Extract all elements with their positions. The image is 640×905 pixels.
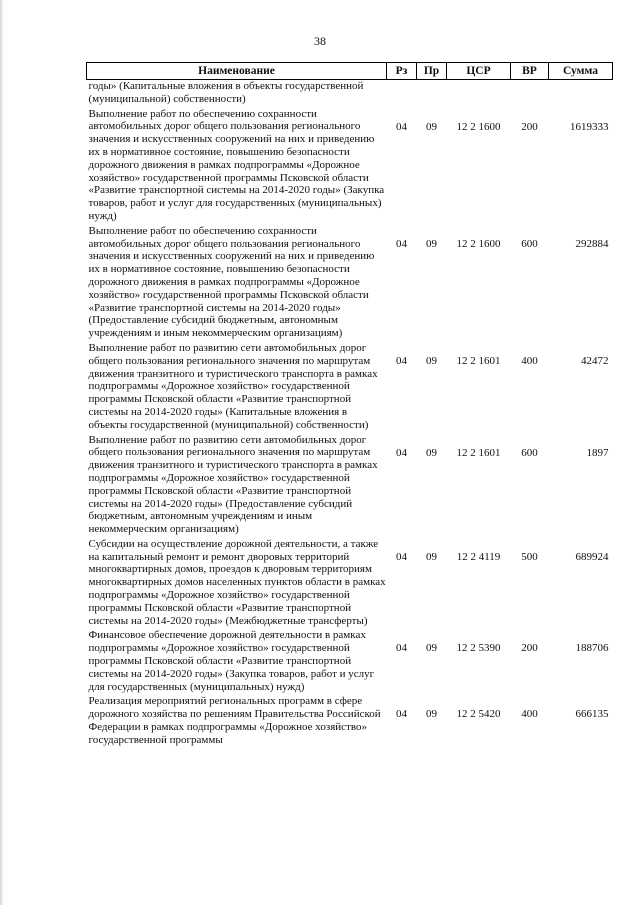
row-vr: 200 xyxy=(521,642,538,655)
row-sum: 42472 xyxy=(581,354,609,367)
row-rz: 04 xyxy=(396,354,407,367)
row-csr xyxy=(447,80,511,108)
header-vr: ВР xyxy=(511,63,549,80)
row-name: Финансовое обеспечение дорожной деятельности в рамках подпрограммы «Дорожное хозяйство» государственной программы Псковской области «Развитие транспортной системы на 2014-2020 годы» (Закупка товаров, работ и услуг для государственных (муниципальных) нужд) xyxy=(88,629,375,693)
row-name: годы» (Капитальные вложения в объекты государственной (муниципальной) собственности) xyxy=(88,80,364,105)
header-row xyxy=(87,63,613,80)
budget-table-container xyxy=(86,62,612,749)
row-vr xyxy=(511,80,549,108)
table-row xyxy=(87,434,613,538)
row-pr: 09 xyxy=(426,446,437,459)
row-name: Реализация мероприятий региональных программ в сфере дорожного хозяйства по решениям Правительства Российской Федерации в рамках подпрограммы «Дорожное хозяйство» государственной программы xyxy=(88,695,381,746)
budget-table xyxy=(86,62,613,749)
row-vr: 400 xyxy=(521,354,538,367)
row-rz: 04 xyxy=(396,642,407,655)
header-sum: Сумма xyxy=(549,63,613,80)
row-vr: 600 xyxy=(521,446,538,459)
header-pr: Пр xyxy=(417,63,447,80)
page-number: 38 xyxy=(314,34,326,48)
row-pr: 09 xyxy=(426,120,437,133)
table-row xyxy=(87,538,613,630)
table-row xyxy=(87,225,613,342)
row-csr: 12 2 1600 xyxy=(456,120,501,133)
row-rz xyxy=(387,80,417,108)
row-name: Выполнение работ по обеспечению сохранности автомобильных дорог общего пользования регионального значения и искусственных сооружений на них и приведению их в нормативное состояние, повышению безопасности дорожного движения в рамках подпрограммы «Дорожное хозяйство» государственной программы Псковской области «Развитие транспортной системы на 2014-2020 годы» (Закупка товаров, работ и услуг для государственных (муниципальных) нужд) xyxy=(88,107,385,222)
row-vr: 200 xyxy=(521,120,538,133)
row-name: Выполнение работ по развитию сети автомобильных дорог общего пользования регионального значения по маршрутам движения транзитного и туристического транспорта в рамках подпрограммы «Дорожное хозяйство» государственной программы Псковской области «Развитие транспортной системы на 2014-2020 годы» (Предоставление субсидий бюджетным, автономным учреждениям и иным некоммерческим организациям) xyxy=(88,433,378,536)
row-rz: 04 xyxy=(396,446,407,459)
header-rz: Рз xyxy=(387,63,417,80)
table-row xyxy=(87,80,613,108)
row-csr: 12 2 4119 xyxy=(456,550,501,563)
row-name: Субсидии на осуществление дорожной деятельности, а также на капитальный ремонт и ремонт дворовых территорий многоквартирных домов, проездов к дворовым территориям многоквартирных домов населенных пунктов области в рамках подпрограммы «Дорожное хозяйство» государственной программы Псковской области «Развитие транспортной системы на 2014-2020 годы» (Межбюджетные трансферты) xyxy=(88,537,386,627)
row-rz: 04 xyxy=(396,550,407,563)
row-pr xyxy=(417,80,447,108)
table-row xyxy=(87,629,613,695)
row-csr: 12 2 1600 xyxy=(456,237,501,250)
row-csr: 12 2 1601 xyxy=(456,354,501,367)
row-vr: 400 xyxy=(521,708,538,721)
row-csr: 12 2 5420 xyxy=(456,708,501,721)
row-sum: 689924 xyxy=(575,550,609,563)
row-sum: 1897 xyxy=(586,446,609,459)
row-csr: 12 2 5390 xyxy=(456,642,501,655)
row-vr: 500 xyxy=(521,550,538,563)
row-sum: 1619333 xyxy=(570,120,609,133)
row-name: Выполнение работ по обеспечению сохранности автомобильных дорог общего пользования регионального значения и искусственных сооружений на них и приведению их в нормативное состояние, повышению безопасности дорожного движения в рамках подпрограммы «Дорожное хозяйство» государственной программы Псковской области «Развитие транспортной системы на 2014-2020 годы» (Предоставление субсидий бюджетным, автономным учреждениям и иным некоммерческим организациям) xyxy=(88,224,375,340)
table-body xyxy=(87,80,613,749)
row-sum: 666135 xyxy=(575,708,609,721)
row-rz: 04 xyxy=(396,120,407,133)
row-sum: 188706 xyxy=(575,642,609,655)
table-row xyxy=(87,108,613,225)
row-pr: 09 xyxy=(426,550,437,563)
row-csr: 12 2 1601 xyxy=(456,446,501,459)
row-name: Выполнение работ по развитию сети автомобильных дорог общего пользования регионального значения по маршрутам движения транзитного и туристического транспорта в рамках подпрограммы «Дорожное хозяйство» государственной программы Псковской области «Развитие транспортной системы на 2014-2020 годы» (Капитальные вложения в объекты государственной (муниципальной) собственности) xyxy=(88,341,378,431)
row-pr: 09 xyxy=(426,237,437,250)
row-sum xyxy=(549,80,613,108)
row-pr: 09 xyxy=(426,708,437,721)
scan-edge xyxy=(0,0,4,905)
table-row xyxy=(87,342,613,434)
row-pr: 09 xyxy=(426,354,437,367)
header-csr: ЦСР xyxy=(447,63,511,80)
row-pr: 09 xyxy=(426,642,437,655)
table-row xyxy=(87,695,613,748)
table-header xyxy=(87,63,613,80)
row-rz: 04 xyxy=(396,708,407,721)
row-vr: 600 xyxy=(521,237,538,250)
row-rz: 04 xyxy=(396,237,407,250)
row-sum: 292884 xyxy=(575,237,609,250)
header-name: Наименование xyxy=(87,63,387,80)
